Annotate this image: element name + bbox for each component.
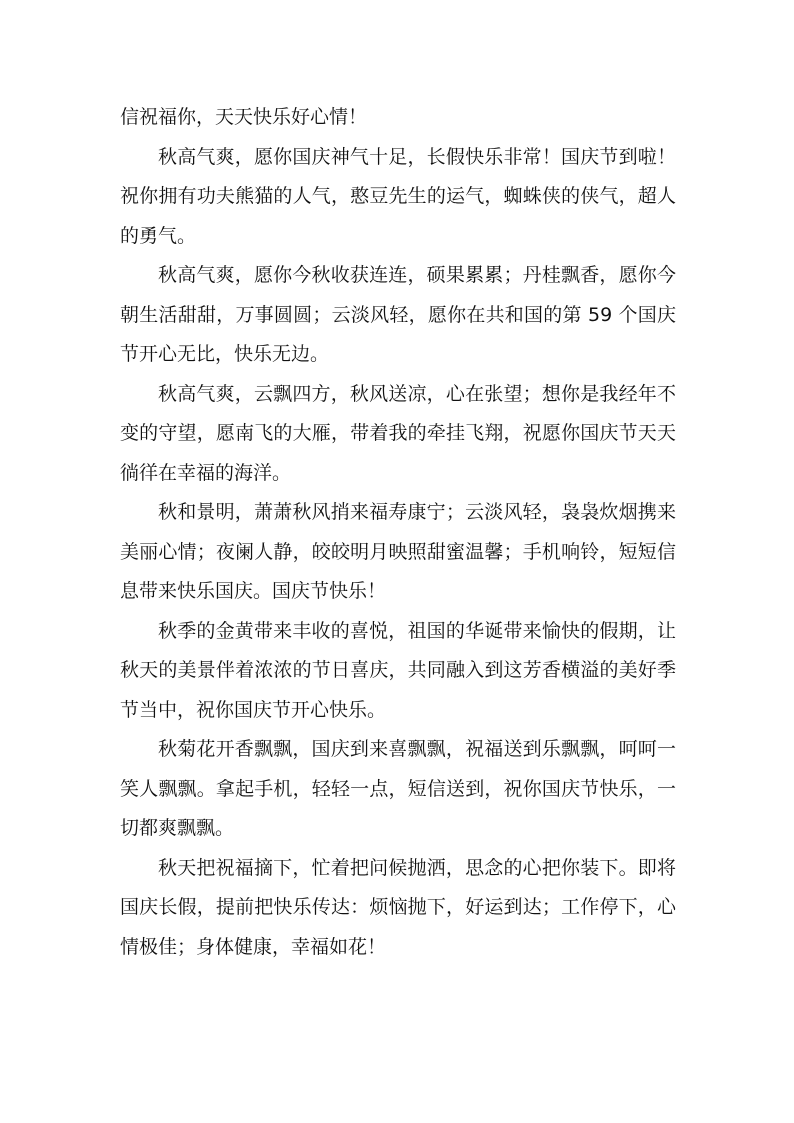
document-body	[120, 98, 676, 967]
paragraph: 秋季的金黄带来丰收的喜悦，祖国的华诞带来愉快的假期，让秋天的美景伴着浓浓的节日喜庆，共同融入到这芳香横溢的美好季节当中，祝你国庆节开心快乐。	[120, 619, 676, 721]
paragraph: 秋高气爽，愿你今秋收获连连，硕果累累；丹桂飘香，愿你今朝生活甜甜，万事圆圆；云淡风轻，愿你在共和国的第 59 个国庆节开心无比，快乐无边。	[120, 264, 676, 365]
paragraph: 秋天把祝福摘下，忙着把问候抛洒，思念的心把你装下。即将国庆长假，提前把快乐传达：烦恼抛下，好运到达；工作停下，心情极佳；身体健康，幸福如花！	[120, 856, 676, 958]
paragraph: 秋高气爽，愿你国庆神气十足，长假快乐非常！国庆节到啦！祝你拥有功夫熊猫的人气，憨豆先生的运气，蜘蛛侠的侠气，超人的勇气。	[120, 145, 676, 247]
paragraph-continuation: 信祝福你，天天快乐好心情！	[120, 106, 368, 128]
paragraph: 秋高气爽，云飘四方，秋风送凉，心在张望；想你是我经年不变的守望，愿南飞的大雁，带着我的牵挂飞翔，祝愿你国庆节天天徜徉在幸福的海洋。	[120, 382, 676, 484]
paragraph: 秋和景明，萧萧秋风捎来福寿康宁；云淡风轻，袅袅炊烟携来美丽心情；夜阑人静，皎皎明月映照甜蜜温馨；手机响铃，短短信息带来快乐国庆。国庆节快乐！	[120, 501, 676, 602]
paragraph: 秋菊花开香飘飘，国庆到来喜飘飘，祝福送到乐飘飘，呵呵一笑人飘飘。拿起手机，轻轻一点，短信送到，祝你国庆节快乐，一切都爽飘飘。	[120, 738, 676, 839]
